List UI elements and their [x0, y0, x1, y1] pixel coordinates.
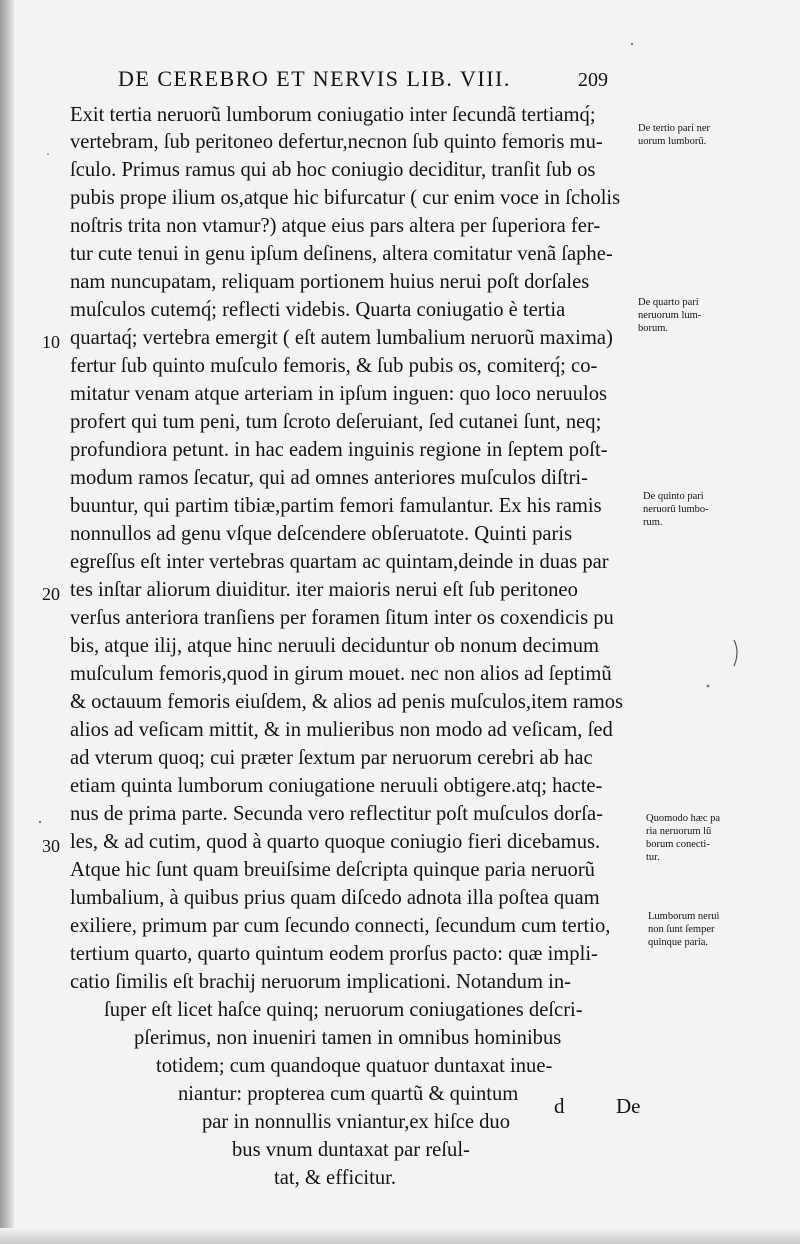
stroke-mark	[734, 640, 737, 666]
text-line: muſculum femoris,quod in girum mouet. nec non alios ad ſeptimũ	[70, 663, 612, 685]
text-line: & octauum femoris eiuſdem, & alios ad penis muſculos,item ramos	[70, 691, 624, 713]
signature-mark: d	[554, 1094, 565, 1118]
marginal-note-line: De quinto pari	[643, 491, 704, 502]
text-line: verſus anteriora tranſiens per foramen ſitum inter os coxendicis pu	[70, 607, 614, 629]
marginal-note-line: De quarto pari	[638, 297, 699, 308]
speck	[39, 821, 41, 823]
text-line: exiliere, primum par cum ſecundo connecti, ſecundum cum tertio,	[70, 915, 611, 937]
text-line: vertebram, ſub peritoneo defertur,necnon ſub quinto femoris mu-	[70, 131, 603, 153]
line-number: 30	[42, 836, 60, 856]
text-line: muſculos cutemq́; reflecti videbis. Quarta coniugatio è tertia	[70, 299, 566, 321]
marginal-note-line: non ſunt ſemper	[648, 924, 715, 935]
text-line: pubis prope ilium os,atque hic bifurcatur ( cur enim voce in ſcholis	[70, 187, 621, 209]
page-number: 209	[578, 69, 608, 91]
marginal-note-line: quinque paria.	[648, 937, 709, 948]
marginal-note-line: Quomodo hæc pa	[646, 813, 721, 824]
catchword: De	[616, 1094, 641, 1118]
text-line: ad vterum quoq; cui præter ſextum par neruorum cerebri ab hac	[70, 747, 593, 769]
text-line: profundiora petunt. in hac eadem inguinis regione in ſeptem poſt-	[70, 439, 608, 461]
text-line: tes inſtar aliorum diuiditur. iter maioris nerui eſt ſub peritoneo	[70, 579, 578, 601]
text-line: noſtris trita non vtamur?) atque eius pars altera per ſuperiora fer-	[70, 215, 601, 237]
text-line: ſculo. Primus ramus qui ab hoc coniugio deciditur, tranſit ſub os	[70, 159, 596, 181]
text-line: les, & ad cutim, quod à quarto quoque coniugio fieri dicebamus.	[70, 831, 601, 853]
marginal-note-line: uorum lumborũ.	[638, 136, 707, 147]
speck	[707, 685, 710, 688]
text-line: modum ramos ſecatur, qui ad omnes anteriores muſculos diſtri-	[70, 467, 588, 489]
line-number: 10	[42, 332, 60, 352]
marginal-note-line: neruorum lum-	[638, 310, 702, 321]
text-line: quartaq́; vertebra emergit ( eſt autem lumbalium neruorũ maxima)	[70, 327, 613, 349]
marginal-note-line: tur.	[646, 852, 660, 863]
text-line: buuntur, qui partim tibiæ,partim femori famulantur. Ex his ramis	[70, 495, 602, 517]
text-line: lumbalium, à quibus prius quam diſcedo adnota illa poſtea quam	[70, 887, 600, 909]
text-line: fertur ſub quinto muſculo femoris, & ſub pubis os, comiterq́; co-	[70, 355, 598, 377]
text-line: nus de prima parte. Secunda vero reflectitur poſt muſculos dorſa-	[70, 803, 603, 825]
text-line: bis, atque ilij, atque hinc neruuli deciduntur ob nonum decimum	[70, 635, 600, 657]
marginal-note-line: borum.	[638, 323, 669, 334]
text-line: bus vnum duntaxat par reſul-	[232, 1139, 470, 1161]
speck	[631, 43, 633, 45]
text-line: ſuper eſt licet haſce quinq; neruorum coniugationes deſcri-	[104, 999, 583, 1021]
text-line: Exit tertia neruorũ lumborum coniugatio inter ſecundã tertiamq́;	[70, 104, 596, 126]
marginal-note-line: ria neruorum lũ	[646, 826, 712, 837]
text-line: pſerimus, non inueniri tamen in omnibus hominibus	[134, 1027, 562, 1049]
text-line: tat, & efficitur.	[274, 1167, 397, 1189]
text-line: mitatur venam atque arteriam in ipſum inguen: quo loco neruulos	[70, 383, 608, 405]
text-line: totidem; cum quandoque quatuor duntaxat inue-	[156, 1055, 553, 1077]
text-line: niantur: propterea cum quartũ & quintum	[178, 1083, 519, 1105]
text-line: etiam quinta lumborum coniugatione neruuli obtigere.atq; hacte-	[70, 775, 603, 797]
text-line: tur cute tenui in genu ipſum deſinens, altera comitatur venã ſaphe-	[70, 243, 613, 265]
speck	[47, 153, 49, 155]
marginal-note-line: neruorũ lumbo-	[643, 504, 709, 515]
line-number: 20	[42, 584, 60, 604]
text-line: egreſſus eſt inter vertebras quartam ac quintam,deinde in duas par	[70, 551, 609, 573]
text-line: nam nuncupatam, reliquam portionem huius nerui poſt dorſales	[70, 271, 590, 293]
text-line: par in nonnullis vniantur,ex hiſce duo	[202, 1111, 511, 1133]
text-line: catio ſimilis eſt brachij neruorum implicationi. Notandum in-	[70, 971, 572, 993]
marginal-note-line: rum.	[643, 517, 663, 528]
marginal-note-line: borum conecti-	[646, 839, 710, 850]
text-line: tertium quarto, quarto quintum eodem prorſus pacto: quæ impli-	[70, 943, 598, 965]
text-line: nonnullos ad genu vſque deſcendere obſeruatote. Quinti paris	[70, 523, 573, 545]
text-line: Atque hic ſunt quam breuiſsime deſcripta quinque paria neruorũ	[70, 859, 595, 881]
marginal-note-line: Lumborum nerui	[648, 911, 720, 922]
running-title: DE CEREBRO ET NERVIS LIB. VIII.	[118, 66, 511, 91]
text-line: profert qui tum peni, tum ſcroto deſeruiant, ſed cutanei ſunt, neq;	[70, 411, 602, 433]
marginal-note-line: De tertio pari ner	[638, 123, 711, 134]
text-line: alios ad veſicam mittit, & in mulieribus non modo ad veſicam, ſed	[70, 719, 613, 741]
